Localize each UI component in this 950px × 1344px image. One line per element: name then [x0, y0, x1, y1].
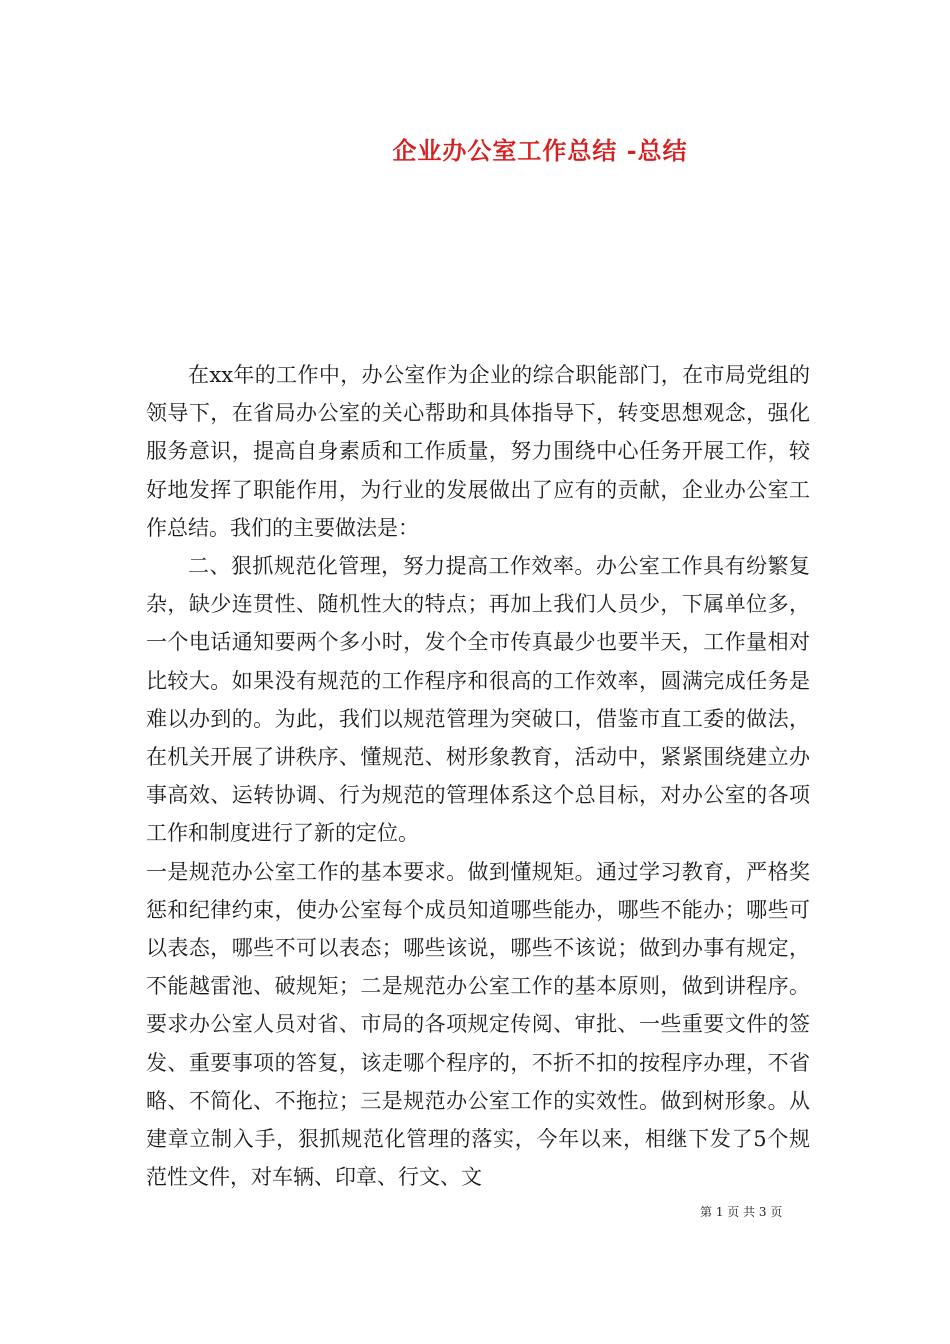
document-body	[146, 356, 810, 1196]
paragraph-section-two: 二、狠抓规范化管理，努力提高工作效率。办公室工作具有纷繁复杂，缺少连贯性、随机性大的特点；再加上我们人员少，下属单位多，一个电话通知要两个多小时，发个全市传真最少也要半天，工作量相对比较大。如果没有规范的工作程序和很高的工作效率，圆满完成任务是难以办到的。为此，我们以规范管理为突破口，借鉴市直工委的做法，在机关开展了讲秩序、懂规范、树形象教育，活动中，紧紧围绕建立办事高效、运转协调、行为规范的管理体系这个总目标，对办公室的各项工作和制度进行了新的定位。	[146, 554, 810, 846]
paragraph-intro: 在xx年的工作中，办公室作为企业的综合职能部门，在市局党组的领导下，在省局办公室的关心帮助和具体指导下，转变思想观念，强化服务意识，提高自身素质和工作质量，努力围绕中心任务开展工作，较好地发挥了职能作用，为行业的发展做出了应有的贡献，企业办公室工作总结。我们的主要做法是：	[146, 363, 810, 540]
paragraph-section-two-details: 一是规范办公室工作的基本要求。做到懂规矩。通过学习教育，严格奖惩和纪律约束，使办公室每个成员知道哪些能办，哪些不能办；哪些可以表态，哪些不可以表态；哪些该说，哪些不该说；做到办事有规定，不能越雷池、破规矩；二是规范办公室工作的基本原则，做到讲程序。要求办公室人员对省、市局的各项规定传阅、审批、一些重要文件的签发、重要事项的答复，该走哪个程序的，不折不扣的按程序办理，不省略、不简化、不拖拉；三是规范办公室工作的实效性。做到树形象。从建章立制入手，狠抓规范化管理的落实，今年以来，相继下发了5个规范性文件，对车辆、印章、行文、文	[146, 859, 810, 1190]
document-title: 企业办公室工作总结 -总结	[392, 136, 688, 165]
page-number: 第 1 页 共 3 页	[700, 1205, 783, 1219]
